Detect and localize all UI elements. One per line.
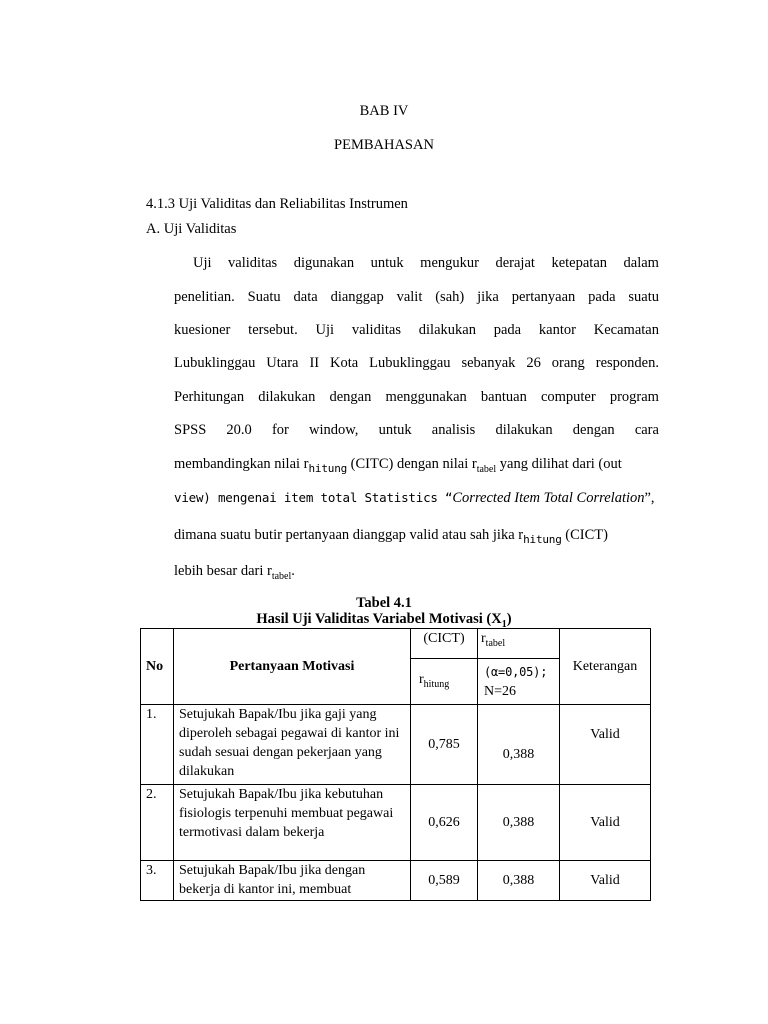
paragraph-word: dianggap: [330, 289, 384, 305]
header-keterangan: Keterangan: [560, 629, 651, 705]
row-keterangan: Valid: [560, 785, 651, 861]
row-r-tabel: 0,388: [478, 785, 560, 861]
paragraph-word: untuk: [370, 255, 404, 271]
paragraph-word: SPSS: [174, 422, 207, 438]
paragraph-line-8: view) mengenai item total Statistics “Corrected Item Total Correlation”,: [174, 490, 655, 506]
row-r-tabel: 0,388: [478, 705, 560, 785]
paragraph-word: validitas: [351, 322, 401, 338]
row-r-hitung: 0,589: [411, 861, 478, 901]
paragraph-word: cara: [634, 422, 659, 438]
header-no: No: [141, 629, 174, 705]
paragraph-word: Lubuklinggau: [369, 355, 451, 371]
paragraph-word: pertanyaan: [511, 289, 576, 305]
paragraph-word: sebanyak: [461, 355, 516, 371]
paragraph-line-7: membandingkan nilai $r_{hitung}$ (CITC) dengan nilai $r_{tabel}$ yang dilihat dari (out: [174, 456, 622, 475]
paragraph-line-5: [174, 389, 659, 406]
paragraph-word: Kota: [330, 355, 359, 371]
paragraph-line-4: [174, 355, 659, 372]
paragraph-word: pada: [493, 322, 522, 338]
paragraph-word: dilakukan: [418, 322, 476, 338]
paragraph-word: kantor: [538, 322, 576, 338]
paragraph-word: validitas: [228, 255, 278, 271]
paragraph-word: computer: [540, 389, 596, 405]
section-title: 4.1.3 Uji Validitas dan Reliabilitas Instrumen: [146, 196, 408, 212]
row-question: Setujukah Bapak/Ibu jika gaji yang diperoleh sebagai pegawai di kantor ini sudah sesuai dengan pekerjaan yang dilakukan: [174, 705, 411, 785]
paragraph-word: ketepatan: [551, 255, 608, 271]
paragraph-word: 26: [526, 355, 541, 371]
table-title: Hasil Uji Validitas Variabel Motivasi $(X_1)$: [256, 611, 512, 630]
row-r-hitung: 0,785: [411, 705, 478, 785]
paragraph-word: untuk: [378, 422, 412, 438]
row-no: 2.: [141, 785, 174, 861]
paragraph-word: dalam: [623, 255, 659, 271]
row-r-tabel: 0,388: [478, 861, 560, 901]
table-row: [141, 705, 651, 785]
paragraph-word: program: [609, 389, 659, 405]
validity-table: [140, 628, 651, 901]
table-row: [141, 861, 651, 901]
paragraph-word: Utara: [266, 355, 299, 371]
paragraph-word: analisis: [431, 422, 476, 438]
table-header-row-1: [141, 629, 651, 659]
row-keterangan: Valid: [560, 705, 651, 785]
header-question: Pertanyaan Motivasi: [174, 629, 411, 705]
paragraph-word: Perhitungan: [174, 389, 245, 405]
paragraph-word: mengukur: [420, 255, 479, 271]
paragraph-word: Suatu: [247, 289, 281, 305]
header-r-tabel: $r_{tabel}$: [478, 629, 560, 659]
row-no: 1.: [141, 705, 174, 785]
paragraph-line-2: [174, 289, 659, 306]
row-question: Setujukah Bapak/Ibu jika dengan bekerja di kantor ini, membuat: [174, 861, 411, 901]
paragraph-line-9: dimana suatu butir pertanyaan dianggap valid atau sah jika $r_{hitung}$ (CICT): [174, 527, 608, 546]
paragraph-line-3: [174, 322, 659, 339]
paragraph-word: Lubuklinggau: [174, 355, 256, 371]
row-r-hitung: 0,626: [411, 785, 478, 861]
paragraph-word: valit: [396, 289, 423, 305]
paragraph-word: 20.0: [226, 422, 252, 438]
paragraph-word: dengan: [329, 389, 372, 405]
paragraph-word: kuesioner: [174, 322, 231, 338]
paragraph-word: bantuan: [480, 389, 527, 405]
paragraph-word: Kecamatan: [593, 322, 659, 338]
paragraph-word: digunakan: [293, 255, 355, 271]
paragraph-word: for: [271, 422, 289, 438]
paragraph-word: penelitian.: [174, 289, 235, 305]
paragraph-word: dengan: [572, 422, 615, 438]
paragraph-word: menggunakan: [385, 389, 467, 405]
paragraph-line-6: [174, 422, 659, 439]
paragraph-word: dilakukan: [495, 422, 553, 438]
paragraph-word: (sah): [435, 289, 465, 305]
paragraph-word: Uji: [193, 255, 212, 271]
paragraph-word: tersebut.: [248, 322, 298, 338]
paragraph-word: orang: [551, 355, 585, 371]
row-no: 3.: [141, 861, 174, 901]
paragraph-line-1: [193, 255, 659, 272]
chapter-title: PEMBAHASAN: [334, 137, 434, 153]
table-row: [141, 785, 651, 861]
paragraph-word: responden.: [595, 355, 659, 371]
paragraph-word: II: [309, 355, 320, 371]
subsection-title: A. Uji Validitas: [146, 221, 237, 237]
paragraph-line-10: lebih besar dari $r_{tabel}$.: [174, 563, 295, 582]
header-r-hitung: $r_{hitung}$: [411, 659, 478, 705]
paragraph-word: jika: [477, 289, 499, 305]
paragraph-word: derajat: [495, 255, 535, 271]
chapter-heading: BAB IV: [359, 103, 409, 119]
row-keterangan: Valid: [560, 861, 651, 901]
paragraph-word: pada: [588, 289, 616, 305]
header-alpha-n: (α=0,05); N=26: [478, 659, 560, 705]
paragraph-word: suatu: [628, 289, 659, 305]
table-label: Tabel 4.1: [356, 595, 412, 611]
header-cict: (CICT): [411, 629, 478, 659]
paragraph-word: Uji: [315, 322, 335, 338]
paragraph-word: window,: [309, 422, 359, 438]
paragraph-word: data: [293, 289, 318, 305]
paragraph-word: dilakukan: [258, 389, 316, 405]
row-question: Setujukah Bapak/Ibu jika kebutuhan fisiologis terpenuhi membuat pegawai termotivasi dalam bekerja: [174, 785, 411, 861]
